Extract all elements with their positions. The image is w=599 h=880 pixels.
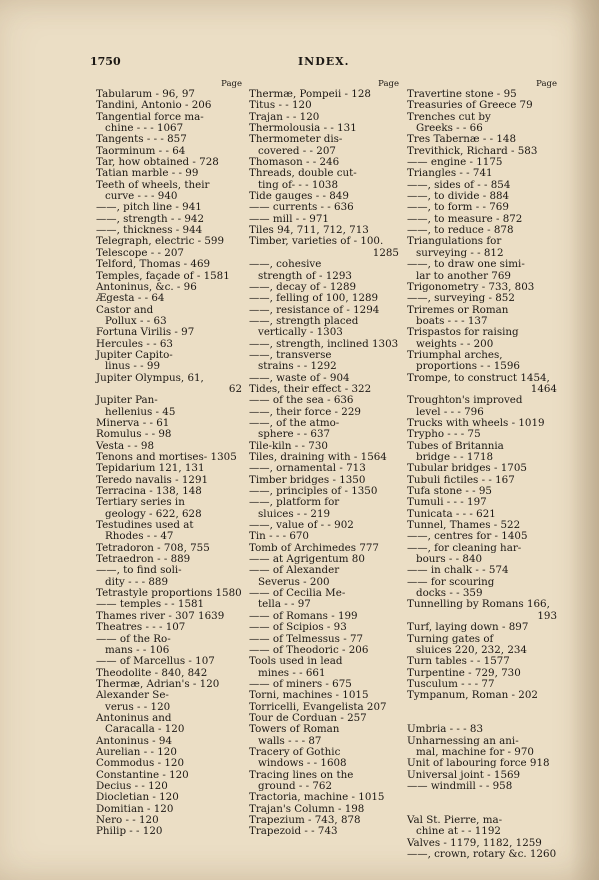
index-entry-line: Tufa stone - - 95	[407, 485, 492, 498]
index-entry-line: Timber, varieties of - 100.	[249, 235, 384, 248]
index-entry-line: Telford, Thomas - 469	[96, 258, 211, 271]
index-entry-line: —— for scouring	[407, 575, 495, 588]
index-entry-line: Tusculum - - - 77	[407, 677, 495, 690]
index-entry	[249, 350, 399, 373]
index-entry-line: Tetraedron - - 889	[96, 553, 191, 566]
index-entry-line: Titus - - 120	[249, 99, 312, 112]
index-entry-line: mal, machine for - 970	[416, 745, 534, 758]
index-entry-line: Timber bridges - 1350	[249, 473, 366, 486]
index-entry-line: ——, resistance of - 1294	[249, 303, 380, 316]
index-entry-line: chine at - - 1192	[416, 825, 501, 838]
index-entry-line: Tomb of Archimedes 777	[249, 541, 379, 554]
index-entry	[407, 395, 557, 418]
index-entry-line: Tractoria, machine - 1015	[249, 791, 385, 804]
index-entry-line: Commodus - 120	[96, 757, 184, 770]
index-entry	[96, 395, 242, 418]
index-entry-line: Tools used in lead	[249, 655, 343, 668]
index-entry-line: Tres Tabernæ - - 148	[407, 133, 516, 146]
index-entry	[407, 690, 557, 701]
index-entry	[407, 350, 557, 373]
index-entry	[407, 305, 557, 328]
index-entry-line: Turf, laying down - 897	[407, 621, 529, 634]
index-entry-line: Troughton's improved	[407, 394, 523, 407]
index-entry-line: Tracery of Gothic	[249, 745, 341, 758]
index-entry-line: Tide gauges - - 849	[249, 190, 349, 203]
index-entry-line: Trypho - - - 75	[407, 428, 481, 441]
index-entry-line: Valves - 1179, 1182, 1259	[407, 836, 542, 849]
index-entry-line: covered - - 207	[258, 144, 336, 157]
index-entry-line: ——, decay of - 1289	[249, 280, 357, 293]
index-entry-line: ——, felling of 100, 1289	[249, 292, 379, 305]
index-entry-line: Telegraph, electric - 599	[96, 235, 225, 248]
index-entry	[407, 373, 557, 396]
index-entry-line: ——, to divide - 884	[407, 190, 510, 203]
index-entry-line: Vesta - - 98	[96, 439, 155, 452]
index-entry	[96, 100, 242, 111]
index-entry-line: Tangents - - - 857	[96, 133, 187, 146]
index-entry	[96, 112, 242, 135]
index-entry	[407, 463, 557, 474]
index-entry-line: Theodolite - 840, 842	[96, 666, 208, 679]
index-entry-line: Trajan - - 120	[249, 110, 320, 123]
index-entry-line: Greeks - - 66	[416, 122, 483, 135]
index-entry-line: Tertiary series in	[96, 496, 185, 509]
index-entry-line: Nero - - 120	[96, 814, 159, 826]
column-page-heading: Page	[536, 79, 557, 89]
index-entry-line: —— of Telmessus - 77	[249, 632, 364, 645]
index-entry-line: —— mill - - 971	[249, 212, 329, 225]
index-entry-line: Tepidarium 121, 131	[96, 462, 205, 475]
index-entry-line: Trigonometry - 733, 803	[407, 280, 535, 293]
index-entry	[96, 622, 242, 633]
index-entry-line: ——, strength, inclined 1303	[249, 337, 399, 350]
index-entry-line: ——, strength placed	[249, 314, 359, 327]
index-entry-line: —— of the Ro-	[96, 632, 171, 645]
index-entry-line: Trapezium - 743, 878	[249, 814, 361, 826]
index-entry-line: Trapezoid - - 743	[249, 825, 338, 838]
index-entry	[249, 826, 399, 837]
index-entry-line: Hercules - - 63	[96, 337, 173, 350]
index-entry	[96, 429, 242, 440]
index-entry-line: chine - - - 1067	[105, 122, 184, 135]
index-entry-line: Turning gates of	[407, 632, 494, 645]
index-entry	[249, 418, 399, 441]
index-entry-line: strains - - 1292	[258, 360, 337, 373]
index-entry	[249, 168, 399, 191]
index-entry-line: Triangulations for	[407, 235, 502, 248]
index-entry	[96, 259, 242, 270]
index-entry-line: Thames river - 307 1639	[96, 609, 225, 622]
index-entry-line: Domitian - 120	[96, 802, 174, 815]
index-entry	[96, 463, 242, 474]
index-entry-line: surveying - - 812	[416, 246, 504, 259]
index-entry	[96, 520, 242, 543]
page-header	[90, 55, 570, 71]
index-entry-line: Teredo navalis - 1291	[96, 473, 209, 486]
index-entry	[407, 327, 557, 350]
index-entry-line: Val St. Pierre, ma-	[407, 814, 503, 826]
index-entry	[407, 849, 557, 860]
index-entry	[96, 634, 242, 657]
index-entry	[249, 690, 399, 701]
index-entry	[96, 497, 242, 520]
index-entry-line: Terracina - 138, 148	[96, 485, 202, 498]
index-entry-line: ——, crown, rotary &c. 1260	[407, 848, 557, 861]
index-entry-line: Temples, façade of - 1581	[96, 269, 230, 282]
index-entry-line: ——, value of - - 902	[249, 519, 354, 532]
index-entry-line: Torni, machines - 1015	[249, 689, 369, 702]
index-entry-line: Tandini, Antonio - 206	[96, 99, 212, 112]
index-entry-line: Tile-kiln - - 730	[249, 439, 328, 452]
index-entry-line: Tympanum, Roman - 202	[407, 689, 538, 702]
index-entry-line: ——, to form - - 769	[407, 201, 509, 214]
index-entry-line: Thermæ, Pompeii - 128	[249, 88, 371, 100]
index-entry-line: Tunnelling by Romans 166,	[407, 598, 550, 611]
page-edge-shadow	[569, 0, 599, 880]
index-entry	[407, 634, 557, 657]
index-entry-line: ——, platform for	[249, 496, 340, 509]
index-entry	[407, 781, 557, 792]
index-entry-line: Turpentine - 729, 730	[407, 666, 521, 679]
index-entry-line: Thermæ, Adrian's - 120	[96, 677, 220, 690]
index-entry-line: Tubular bridges - 1705	[407, 462, 527, 475]
index-entry-line: verus - - 120	[105, 700, 171, 713]
index-column-1	[96, 80, 242, 838]
index-entry	[249, 100, 399, 111]
index-entry-line: Pollux - - 63	[105, 314, 167, 327]
index-entry	[96, 180, 242, 203]
index-entry-line: Tumuli - - - 197	[407, 496, 487, 509]
index-entry	[249, 259, 399, 282]
index-entry-line: windows - - 1608	[258, 757, 347, 770]
index-entry-line: weights - - 200	[416, 337, 494, 350]
index-entry-line: 62	[228, 382, 242, 395]
index-entry-line: ——, sides of - - 854	[407, 178, 511, 191]
index-entry-line: Treasuries of Greece 79	[407, 99, 533, 112]
index-entry	[249, 463, 399, 474]
index-entry-line: ——, for cleaning har-	[407, 541, 522, 554]
index-entry-line: sluices - - 219	[258, 507, 331, 520]
index-entry-line: geology - 622, 628	[105, 507, 202, 520]
index-entry-line: Thermolousia - - 131	[249, 122, 357, 135]
index-entry-line: Tetrastyle proportions 1580	[96, 587, 242, 600]
index-entry-line: —— of Romans - 199	[249, 609, 358, 622]
index-entry-line: ——, to find soli-	[96, 564, 182, 577]
index-entry-line: Antoninus - 94	[96, 734, 173, 747]
index-entry-line: —— currents - - 636	[249, 201, 354, 214]
index-entry-line: Trispastos for raising	[407, 326, 519, 339]
index-entry-line: —— of Scipios - 93	[249, 621, 347, 634]
index-entry-line: Trucks with wheels - 1019	[407, 416, 545, 429]
index-entry-line: Tin - - - 670	[249, 530, 309, 543]
index-entry-line: Testudines used at	[96, 519, 194, 532]
index-entry-line: sphere - - 637	[258, 428, 331, 441]
index-entry-line: sluices 220, 232, 234	[416, 643, 527, 656]
index-entry-line: Jupiter Olympus, 61,	[96, 371, 204, 384]
index-entry-line: Threads, double cut-	[249, 167, 357, 180]
index-entry-line: ground - - 762	[258, 779, 332, 792]
index-entry	[407, 599, 557, 622]
index-entry-line: 193	[537, 609, 557, 622]
index-entry	[407, 441, 557, 464]
index-entry	[249, 293, 399, 304]
index-entry-line: Universal joint - 1569	[407, 768, 521, 781]
index-entry-line: Taorminum - - 64	[96, 144, 186, 157]
index-column-3	[407, 80, 557, 860]
index-entry-line: Triumphal arches,	[407, 348, 503, 361]
index-entry-line: Tar, how obtained - 728	[96, 156, 219, 169]
index-entry-line: Antoninus and	[96, 711, 172, 724]
index-entry-line: ——, to reduce - 878	[407, 224, 514, 237]
page-title: INDEX.	[298, 55, 350, 68]
index-entry-line: Thermometer dis-	[249, 133, 343, 146]
index-entry-line: bridge - - 1718	[416, 451, 494, 463]
index-entry-line: Telescope - - 207	[96, 246, 184, 259]
index-entry-line: ——, principles of - 1350	[249, 485, 378, 498]
index-entry	[96, 350, 242, 373]
index-entry-line: Triangles - - 741	[407, 167, 493, 180]
index-entry-line: Torricelli, Evangelista 207	[249, 700, 387, 713]
index-entry-line: ——, strength - - 942	[96, 212, 205, 225]
index-entry	[407, 724, 557, 735]
index-entry	[249, 236, 399, 259]
index-entry	[407, 702, 557, 725]
index-entry-line: mines - - 661	[258, 666, 326, 679]
index-entry-line: Unit of labouring force 918	[407, 757, 550, 770]
index-entry-line: ——, centres for - 1405	[407, 530, 528, 543]
index-entry-line: Severus - 200	[258, 575, 330, 588]
index-entry	[249, 622, 399, 633]
index-entry-line: Minerva - - 61	[96, 416, 170, 429]
index-entry-line: Ægesta - - 64	[96, 292, 165, 305]
index-entry	[96, 792, 242, 803]
index-entry	[407, 293, 557, 304]
index-entry-line: hellenius - 45	[105, 405, 176, 418]
index-entry-line: ——, of the atmo-	[249, 416, 340, 429]
index-entry	[407, 577, 557, 600]
index-entry-line: Tiles 94, 711, 712, 713	[249, 224, 369, 237]
index-entry-line: Tangential force ma-	[96, 110, 204, 123]
index-entry-line: Trevithick, Richard - 583	[407, 144, 538, 157]
index-entry-line: lar to another 769	[416, 269, 511, 282]
index-entry-line: Tunicata - - - 621	[407, 507, 496, 520]
index-column-2	[249, 80, 399, 838]
index-entry	[96, 373, 242, 396]
index-entry	[96, 690, 242, 713]
index-entry-line: ——, thickness - 944	[96, 224, 203, 237]
index-entry	[407, 429, 557, 440]
index-entry-line: Thomason - - 246	[249, 156, 340, 169]
index-entry-line: vertically - 1303	[258, 326, 343, 339]
index-entry	[407, 656, 557, 667]
index-entry	[407, 815, 557, 838]
index-entry	[407, 736, 557, 759]
index-entry-line: Alexander Se-	[96, 689, 169, 702]
index-entry-line: —— in chalk - - 574	[407, 564, 509, 577]
index-entry-line: linus - - 99	[105, 360, 161, 373]
index-entry-line: Jupiter Pan-	[96, 394, 158, 407]
index-entry	[249, 134, 399, 157]
index-entry-line	[407, 702, 557, 713]
index-entry	[407, 622, 557, 633]
index-entry-line: Tracing lines on the	[249, 768, 354, 781]
index-entry-line	[407, 792, 557, 803]
index-entry-line: —— windmill - - 958	[407, 779, 513, 792]
index-entry-line: —— at Agrigentum 80	[249, 553, 365, 566]
index-entry-line: Philip - - 120	[96, 825, 163, 838]
index-entry-line: —— of miners - 675	[249, 677, 352, 690]
index-entry-line: Tiles, draining with - 1564	[249, 451, 387, 463]
index-entry-line: Tunnel, Thames - 522	[407, 519, 521, 532]
index-entry	[249, 792, 399, 803]
index-entry	[407, 259, 557, 282]
index-entry-line: ——, to measure - 872	[407, 212, 523, 225]
index-entry	[407, 112, 557, 135]
index-entry-line: —— of Theodoric - 206	[249, 643, 369, 656]
index-entry-line: —— of Marcellus - 107	[96, 655, 215, 668]
index-entry	[249, 747, 399, 770]
index-entry-line: Diocletian - 120	[96, 791, 179, 804]
index-entry	[407, 100, 557, 111]
index-entry	[96, 327, 242, 338]
index-entry	[407, 236, 557, 259]
index-entry-line: ——, waste of - 904	[249, 371, 350, 384]
index-entry-line: —— of Alexander	[249, 564, 340, 577]
index-entry-line: ——, their force - 229	[249, 405, 361, 418]
index-entry-line: Castor and	[96, 303, 154, 316]
index-entry-line: 1464	[530, 382, 557, 395]
index-entry-line: ——, cohesive	[249, 258, 322, 271]
page-number: 1750	[90, 55, 121, 68]
column-page-heading: Page	[378, 79, 399, 89]
index-entry-line: ting of- - - 1038	[258, 178, 339, 191]
index-entry	[96, 565, 242, 588]
index-entry-line: docks - - 359	[416, 587, 483, 600]
index-entry-line: —— of Cecilia Me-	[249, 587, 346, 600]
index-entry	[249, 497, 399, 520]
index-entry-line: Antoninus, &c. - 96	[96, 280, 197, 293]
index-entry-line: Theatres - - - 107	[96, 621, 186, 634]
index-entry-line: —— temples - - 1581	[96, 598, 205, 611]
index-entry-line: dity - - - 889	[105, 575, 169, 588]
index-entry-line: Fortuna Virilis - 97	[96, 326, 195, 339]
column-page-heading: Page	[221, 79, 242, 89]
index-entry-line: Triremes or Roman	[407, 303, 509, 316]
index-entry-line: —— engine - 1175	[407, 156, 503, 169]
index-entry-line: curve - - - 940	[105, 190, 178, 203]
index-entry-line: Trajan's Column - 198	[249, 802, 365, 815]
index-entry-line: Tetradoron - 708, 755	[96, 541, 210, 554]
index-entry	[96, 826, 242, 837]
index-entry-line: Unharnessing an ani-	[407, 734, 519, 747]
index-entry-line: Teeth of wheels, their	[96, 178, 210, 191]
index-entry	[96, 305, 242, 328]
index-entry	[96, 713, 242, 736]
index-entry-line: Tubuli fictiles - - 167	[407, 473, 515, 486]
index-entry	[407, 758, 557, 769]
index-entry-line: walls - - - 87	[258, 734, 322, 747]
index-entry-line: ——, surveying - 852	[407, 292, 515, 305]
index-entry-line: Jupiter Capito-	[96, 348, 173, 361]
index-entry-line: level - - - 796	[416, 405, 484, 418]
index-entry-line: bours - - 840	[416, 553, 483, 566]
index-entry-line: Travertine stone - 95	[407, 88, 517, 100]
index-entry	[407, 792, 557, 815]
index-entry	[249, 316, 399, 339]
index-entry-line: Umbria - - - 83	[407, 723, 484, 736]
index-entry-line: Turn tables - - 1577	[407, 655, 510, 668]
index-entry-line: Constantine - 120	[96, 768, 189, 781]
index-entry	[249, 395, 399, 406]
index-entry	[96, 293, 242, 304]
index-entry-line: ——, pitch line - 941	[96, 201, 202, 214]
index-entry-line: ——, ornamental - 713	[249, 462, 366, 475]
index-entry-line: Tour de Corduan - 257	[249, 711, 367, 724]
index-entry-line: —— of the sea - 636	[249, 394, 354, 407]
index-entry	[96, 656, 242, 667]
index-entry-line: strength of - 1293	[258, 269, 352, 282]
index-entry-line: Romulus - - 98	[96, 428, 172, 441]
index-entry-line: mans - - 106	[105, 643, 170, 656]
index-entry-line: ——, transverse	[249, 348, 332, 361]
index-entry-line: Caracalla - 120	[105, 723, 185, 736]
index-entry	[249, 565, 399, 588]
index-entry-line: Towers of Roman	[249, 723, 340, 736]
index-entry	[249, 770, 399, 793]
index-entry-line: Tabularum - 96, 97	[96, 88, 195, 100]
index-entry-line: Tubes of Britannia	[407, 439, 504, 452]
index-entry	[407, 543, 557, 566]
index-entry-line: Aurelian - - 120	[96, 745, 177, 758]
index-entry-line: Trenches cut by	[407, 110, 491, 123]
index-entry-line: Tides, their effect - 322	[249, 382, 372, 395]
index-entry-line: tella - - 97	[258, 598, 311, 611]
index-entry-line: boats - - - 137	[416, 314, 488, 327]
index-entry-line: Decius - - 120	[96, 779, 168, 792]
index-entry	[249, 588, 399, 611]
index-entry-line: ——, to draw one simi-	[407, 258, 525, 271]
index-entry-line: 1285	[372, 246, 399, 259]
index-entry-line: Tenons and mortises- 1305	[96, 451, 237, 463]
index-entry-line: Trompe, to construct 1454,	[407, 371, 550, 384]
index-entry-line: Rhodes - - 47	[105, 530, 174, 543]
index-entry-line: Tatian marble - - 99	[96, 167, 199, 180]
index-entry	[249, 656, 399, 679]
index-entry-line: proportions - - 1596	[416, 360, 520, 373]
index-entry	[96, 758, 242, 769]
index-entry	[249, 724, 399, 747]
